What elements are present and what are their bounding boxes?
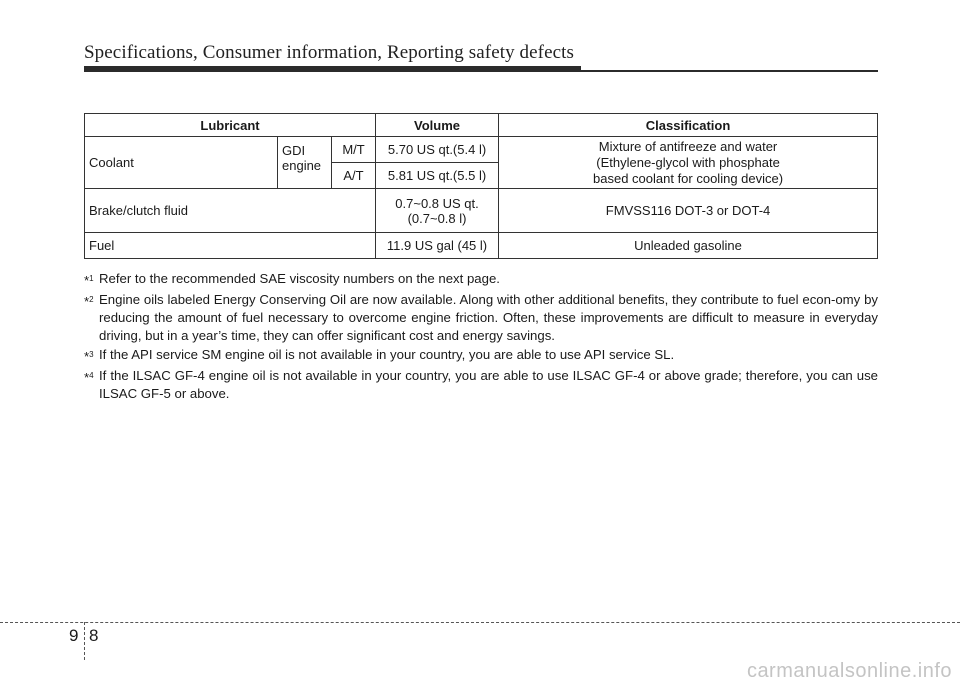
watermark-text: carmanualsonline.info	[746, 660, 952, 682]
fuel-volume: 11.9 US gal (45 l)	[376, 233, 499, 259]
coolant-class-line: (Ethylene-glycol with phosphate	[596, 154, 780, 170]
footnote-1	[84, 270, 878, 290]
coolant-at-volume: 5.81 US qt.(5.5 l)	[376, 163, 499, 189]
footnote-marker: *$^2$	[84, 294, 94, 309]
table-row-brake	[85, 189, 878, 233]
footnote-marker: *$^3$	[84, 349, 94, 364]
coolant-classification	[499, 137, 878, 189]
header-lubricant: Lubricant	[85, 114, 376, 137]
footnote-3	[84, 346, 878, 366]
footnote-marker: *$^1$	[84, 273, 94, 288]
lubricant-spec-table	[84, 113, 878, 259]
brake-volume	[376, 189, 499, 233]
table-header-row	[85, 114, 878, 137]
header-volume: Volume	[376, 114, 499, 137]
footnote-text: If the ILSAC GF-4 engine oil is not available in your country, you are able to use ILSAC GF-4 or above grade; therefore, you can use ILSAC GF-5 or above.	[99, 368, 878, 401]
footnote-text: Refer to the recommended SAE viscosity numbers on the next page.	[99, 271, 500, 286]
coolant-class-line: based coolant for cooling device)	[593, 170, 784, 186]
footnote-4	[84, 367, 878, 403]
footnote-text: Engine oils labeled Energy Conserving Oil are now available. Along with other additional benefits, they contribute to fuel econ-omy by reducing the amount of fuel necessary to overcome engine friction. Often, these improvements are difficult to measure in everyday driving, but in a year’s time, they can offer significant cost and energy savings.	[99, 292, 878, 343]
table-row-coolant-mt	[85, 137, 878, 163]
coolant-label: Coolant	[85, 137, 278, 189]
brake-classification: FMVSS116 DOT-3 or DOT-4	[499, 189, 878, 233]
header-classification: Classification	[499, 114, 878, 137]
page-number: 8	[89, 626, 99, 645]
table-row-fuel	[85, 233, 878, 259]
footnote-marker: *$^4$	[84, 370, 94, 385]
brake-label: Brake/clutch fluid	[85, 189, 376, 233]
footnote-2	[84, 291, 878, 345]
gdi-engine-label: GDI engine	[278, 137, 332, 189]
brake-volume-line2: (0.7~0.8 l)	[407, 210, 467, 226]
page-header-title: Specifications, Consumer information, Reporting safety defects	[84, 42, 575, 63]
coolant-mt-label: M/T	[332, 137, 376, 163]
fuel-label: Fuel	[85, 233, 376, 259]
header-rule-thick	[84, 66, 581, 72]
footer-dashed-rule	[0, 622, 960, 623]
brake-volume-line1: 0.7~0.8 US qt.	[395, 195, 479, 211]
coolant-mt-volume: 5.70 US qt.(5.4 l)	[376, 137, 499, 163]
page-number-section: 9	[69, 626, 79, 645]
fuel-classification: Unleaded gasoline	[499, 233, 878, 259]
footnotes	[84, 270, 878, 404]
footnote-text: If the API service SM engine oil is not available in your country, you are able to use API service SL.	[99, 347, 675, 362]
footer-dashed-divider	[84, 622, 85, 660]
coolant-at-label: A/T	[332, 163, 376, 189]
header-rule-thin	[581, 70, 878, 72]
coolant-class-line: Mixture of antifreeze and water	[598, 138, 778, 154]
